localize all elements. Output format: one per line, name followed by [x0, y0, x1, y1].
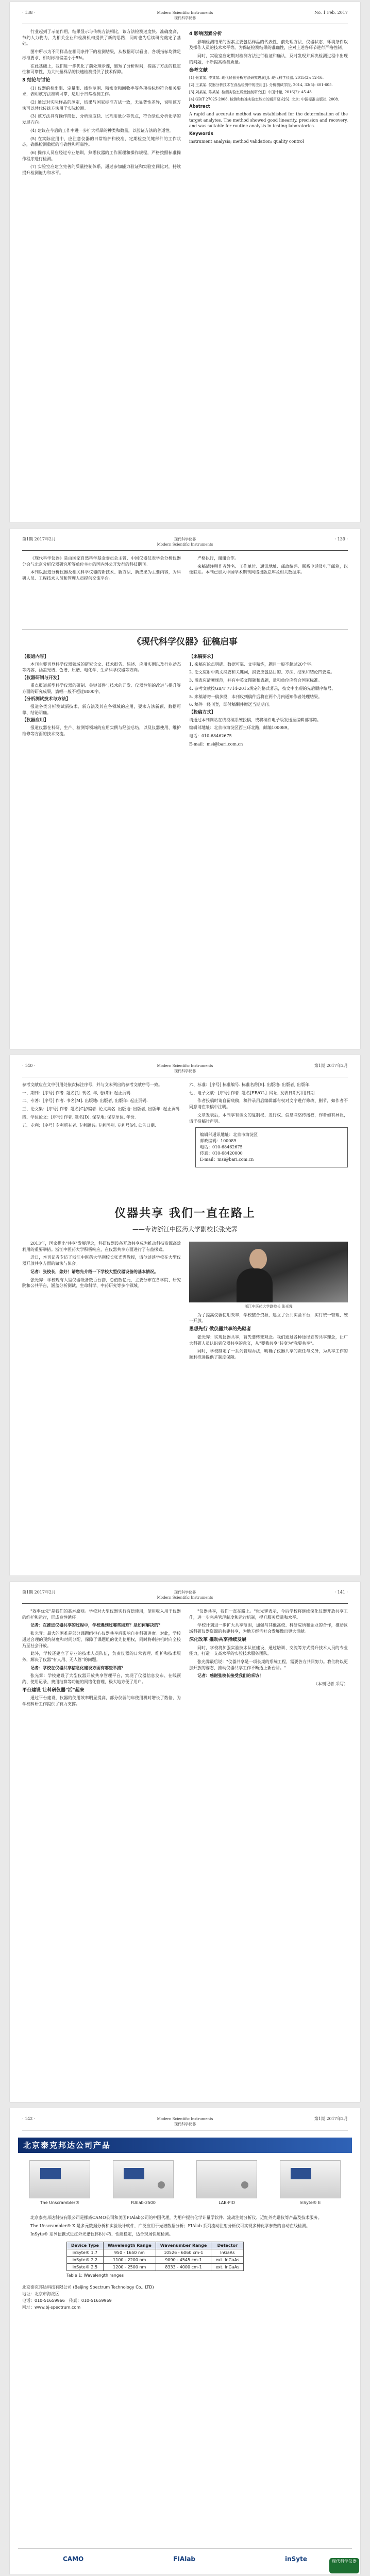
paragraph: 同时，实验室应定期对检测方法进行验证和确认，及时发现并解决检测过程中出现的问题，不断提高检测质量。: [189, 54, 348, 64]
paragraph: 北京泰克邦达科技有限公司是挪威CAMO公司和美国FIAlab公司的中国代理，为用户提供化学计量学软件、流动注射分析仪、近红外光谱仪等产品及技术服务。: [30, 2215, 322, 2220]
journal-watermark-logo: 现代科学仪器: [329, 2558, 359, 2573]
section-heading: 【分析测试技术与方法】: [22, 697, 71, 702]
paragraph: 5. 来稿请勿一稿多投，本刊收到稿件后将在两个月内通知作者处理结果。: [189, 694, 323, 699]
column-left: [22, 1082, 181, 1128]
byline: （本刊记者 采写）: [313, 1682, 348, 1687]
section-heading: 深化改革 推动共享持续发展: [189, 1637, 247, 1642]
column-header: Detector: [211, 2242, 244, 2249]
column-header: Wavelength Range: [103, 2242, 156, 2249]
paragraph: (4) 建议在今后的工作中进一步扩大样品的种类和数量，以验证方法的普适性。: [30, 128, 174, 133]
screen-shape: [291, 2168, 311, 2179]
table-cell: inSyte® 1.7: [67, 2249, 104, 2257]
journal-name-cn: 现代科学仪器: [174, 1069, 196, 1073]
column-left: [22, 1608, 181, 2094]
paragraph: 《现代科学仪器》是由国家自然科学基金委员会主管、中国仪器仪表学会分析仪器分会与北京分析仪器研究所等单位主办的国内外公开发行的科技期刊。: [22, 556, 181, 567]
section-heading: 【仪器研制与开发】: [22, 675, 62, 681]
paragraph: 四、学位论文：[序号] 作者. 题名[D]. 保存地: 保存单位, 年份.: [22, 1114, 136, 1120]
paragraph: (1) 仪器的检出限、定量限、线性范围、精密度和回收率等各项指标均符合相关要求，表明该方法准确可靠，适用于日常检测工作。: [22, 86, 181, 97]
section-heading: 【仪器应用】: [22, 718, 49, 723]
editorial-contact-box: [195, 1127, 348, 1167]
paragraph: (3) 该方法具有操作简便、分析速度快、试剂用量少等优点，符合绿色分析化学的发展方向。: [22, 114, 181, 125]
product-name: LAB-PID: [218, 2200, 235, 2205]
product-card: [280, 2160, 341, 2210]
table-row: [67, 2257, 244, 2264]
page-header: [22, 2114, 348, 2130]
product-image: [113, 2160, 174, 2198]
paragraph: 通过平台建设，仪器的使用效率明显提高，部分仪器的年使用机时增长了数倍，为学校科研工作提供了有力支撑。: [22, 1696, 181, 1707]
page-138: [10, 2, 360, 522]
table-cell: inSyte® 2.2: [67, 2257, 104, 2264]
portrait-head-shape: [249, 1249, 267, 1269]
paragraph: 报道各类分析测试新技术、新方法及其在各领域的应用，要求方法新颖、数据可靠、结论明确。: [22, 704, 181, 715]
column-right: [189, 1082, 348, 1123]
portrait-photo: [189, 1242, 348, 1302]
section-heading: 【来稿要求】: [189, 654, 216, 659]
page-header: [22, 8, 348, 24]
issue-info: 第1期 2017年2月: [314, 2116, 348, 2121]
logo-insyte: inSyte: [285, 2555, 307, 2563]
paragraph: 3. 图表应清晰规范，并有中英文图题和表题，量和单位应符合国家标准。: [189, 678, 323, 683]
paragraph: 近日，本刊记者专访了浙江中医药大学副校长张光霁教授，请他谈谈学校在大型仪器开放共享方面的做法与体会。: [22, 1255, 181, 1266]
interview-subtitle: ——专访浙江中医药大学副校长张光霁: [132, 1226, 238, 1233]
paragraph: 报道仪器在科研、生产、检测等领域的应用实例与经验总结，以及仪器使用、维护维修等方面的技术交流。: [22, 725, 181, 736]
page-header: [22, 1588, 348, 1604]
paragraph: 本刊主要刊登科学仪器领域的研究论文、技术报告、综述、应用实例以及行业动态等内容，涵盖光谱、色谱、质谱、电化学、生命科学仪器等方向。: [22, 662, 181, 673]
table-cell: ext. InGaAs: [211, 2264, 244, 2271]
product-image: [196, 2160, 257, 2198]
paragraph: 严格执行，谢谢合作。: [197, 556, 239, 561]
column-left: [22, 1241, 181, 1567]
page-number: · 138 ·: [22, 10, 36, 15]
column-left: [22, 555, 181, 626]
keywords-text: instrument analysis; method validation; quality control: [189, 139, 304, 144]
paragraph: 张光霁：实现仪器共享，首先要转变观念。我们通过各种途径宣传共享理念，让广大科研人员认识到仪器共享的意义，从"要我共享"转变为"我要共享"。: [189, 1334, 348, 1346]
logo-camo: CAMO: [63, 2555, 84, 2563]
contact-email: E-mail：msi@bari.com.cn: [189, 741, 243, 747]
paragraph: 同时，学校制定了一系列管理办法，明确了仪器共享的责任与义务，为共享工作的顺利推进提供了制度保障。: [189, 1349, 348, 1360]
column-left: [22, 29, 181, 514]
paragraph: 文章发表后，本刊享有该文的复制权、发行权、信息网络传播权，作者如有异议，请于投稿时声明。: [189, 1112, 348, 1124]
knob-shape: [158, 2181, 165, 2189]
notice-line: 编辑部通讯地址：北京市海淀区: [200, 1132, 258, 1137]
table-cell: 9090 - 4545 cm-1: [156, 2257, 211, 2264]
paragraph: 本刊以报道分析仪器及相关科学仪器的新技术、新方法、新成果为主要内容，为科研人员、工程技术人员和管理人员提供交流平台。: [22, 570, 181, 581]
issue-info: 第1期 2017年2月: [314, 1063, 348, 1068]
paragraph: 张光霁：学校建设了大型仪器开放共享管理平台，实现了仪器信息发布、在线预约、使用记录、费用结算等功能的网络化管理，极大地方便了用户。: [22, 1673, 181, 1685]
paragraph: 4. 参考文献按GB/T 7714-2015规定的格式著录，按文中出现的先后顺序编号。: [189, 686, 336, 691]
paragraph: 请通过本刊网站在线投稿系统投稿，或将稿件电子版发送至编辑部邮箱。: [189, 717, 321, 722]
paragraph: 张光霁最后说："仪器共享是一项长期的系统工程，需要各方共同努力。我们将以更加开放的姿态，推动仪器共享工作不断迈上新台阶。": [189, 1659, 348, 1670]
paragraph: 作者投稿时请自留底稿，稿件录用后编辑部有权对文字进行修改、删节，如作者不同意请在来稿中注明。: [189, 1098, 348, 1110]
paragraph: 为了提高仪器使用效率，学校整合资源，建立了公共实验平台，实行统一管理、统一开放。: [189, 1312, 348, 1324]
company-website: 网址：www.bj-spectrum.com: [22, 2305, 81, 2310]
paragraph: 七、电子文献：[序号] 作者. 题名[EB/OL]. 网址, 发表日期/引用日期.: [189, 1090, 316, 1095]
column-header: Wavenumber Range: [156, 2242, 211, 2249]
column-left: [22, 652, 181, 1041]
paragraph: 1. 来稿应论点明确、数据可靠、文字精炼，题目一般不超过20个字。: [189, 662, 315, 667]
page-number: · 141 ·: [334, 1590, 348, 1595]
ad-description: [22, 2215, 348, 2238]
abstract-text: A rapid and accurate method was established for the determination of the target analytes. The method showed good linearity, precision and recovery, and was suitable for routine analysis in testing laboratories.: [189, 111, 348, 129]
column-right: [189, 1241, 348, 1567]
photo-caption: 浙江中医药大学副校长 张光霁: [244, 1304, 293, 1309]
page-header: [22, 1061, 348, 1077]
company-phone: 电话：010-51659966 传真：010-51659969: [22, 2298, 112, 2303]
paragraph: 重点报道新型科学仪器的研制、关键部件与技术的开发、仪器性能的改进与提升等方面的研究成果，篇幅一般不超过8000字。: [22, 683, 181, 694]
paragraph: 图中所示为不同样品在相同条件下的检测结果，从数据可以看出，各项指标均满足标准要求，相对标准偏差小于5%。: [22, 49, 181, 60]
question: 记者：张校长，您好！请您先介绍一下学校大型仪器设备的基本情况。: [30, 1268, 158, 1274]
product-image: [280, 2160, 341, 2198]
paragraph: 2. 论文应附中英文摘要和关键词，摘要应包括目的、方法、结果和结论四要素。: [189, 670, 335, 675]
paragraph: 此外，学校还建立了专业的技术人员队伍，负责仪器的日常管理、维护和技术服务，解决了仪器"有人用、无人管"的问题。: [22, 1651, 181, 1662]
paragraph: 五、专利：[序号] 专利所有者. 专利题名: 专利国别, 专利号[P]. 公告日期.: [22, 1123, 156, 1128]
page-number: · 140 ·: [22, 1063, 36, 1068]
article-title: 《现代科学仪器》征稿启事: [132, 637, 238, 647]
notice-line: 传真：010-68420000: [200, 1151, 243, 1156]
page-141: [10, 1582, 360, 2102]
question: 记者：在推进仪器共享的过程中，学校遇到过哪些困难？是如何解决的？: [30, 1622, 162, 1628]
column-right: [189, 1608, 348, 2094]
company-address: 地址：北京市海淀区: [22, 2292, 59, 2296]
screen-shape: [124, 2168, 144, 2179]
paragraph: (5) 在实际应用中，应注意仪器的日常维护和校准，定期检查关键部件的工作状态，确保检测数据的准确性和可靠性。: [22, 136, 181, 147]
journal-name-cn: 现代科学仪器: [174, 1590, 196, 1595]
table-header-row: [67, 2242, 244, 2249]
ad-banner-title: 北京泰克邦达公司产品: [18, 2138, 352, 2153]
paragraph: 编辑部地址：北京市海淀区西三环北路，邮编100089。: [189, 725, 292, 731]
product-card: [196, 2160, 257, 2210]
wavelength-table: [66, 2242, 244, 2271]
paragraph: (2) 通过对实际样品的测定，结果与国家标准方法一致，无显著性差异，说明该方法可以替代传统方法用于实际检测。: [22, 100, 181, 111]
table-caption: Table 1: Wavelength ranges: [66, 2273, 124, 2278]
keywords-label: Keywords: [189, 131, 213, 137]
paragraph: (6) 操作人员应经过专业培训，熟悉仪器的工作原理和操作规程，严格按照标准操作程序进行检测。: [22, 150, 181, 161]
journal-name-en: Modern Scientific Instruments: [157, 2117, 213, 2121]
knob-shape: [241, 2181, 248, 2189]
paragraph: 2013年，国家提出"共享"发展理念，科研仪器设备开放共享成为推动科技资源高效利用的重要举措。浙江中医药大学积极响应，在仪器共享方面进行了有益探索。: [22, 1241, 181, 1252]
section-heading: 3 结论与讨论: [22, 77, 51, 83]
table-row: [67, 2264, 244, 2271]
reference-item: [4] GB/T 27025-2008. 检测和校准实验室能力的通用要求[S]. 北京: 中国标准出版社, 2008.: [189, 97, 339, 102]
page-140: [10, 1055, 360, 1575]
section-heading: 4 影响因素分析: [189, 31, 222, 37]
portrait-body-shape: [237, 1268, 273, 1302]
journal-name-cn: 现代科学仪器: [174, 2122, 196, 2126]
paragraph: 行业起到了示范作用，结果显示与传统方法相比，该方法检测速度快、准确度高，节约人力物力，为相关企业和检测机构提供了新的思路，同时也为后续研究奠定了基础。: [22, 29, 181, 46]
issue-info: 第1期 2017年2月: [22, 1590, 56, 1595]
paragraph: 影响检测结果的因素主要包括样品的代表性、前处理方法、仪器状态、环境条件以及操作人员的技术水平等。为保证检测结果的准确性，应对上述各环节进行严格控制。: [189, 39, 348, 50]
logo-fialab: FIAlab: [173, 2555, 195, 2563]
notice-line: 电话：010-68462675: [200, 1145, 243, 1149]
brand-logo-row: [18, 2548, 352, 2569]
paragraph: 来稿请注明作者姓名、工作单位、通讯地址、邮政编码、联系电话及电子邮箱，以便联系。本刊已加入中国学术期刊网络出版总库及相关数据库。: [189, 564, 348, 575]
table-cell: 8333 - 4000 cm-1: [156, 2264, 211, 2271]
references-heading: 参考文献: [189, 67, 208, 73]
paragraph: 张光霁：最大的困难是部分课题组担心仪器共享后影响自身科研进度。对此，学校通过合理的预约制度和时间分配，保障了课题组的优先使用权，同时将剩余机时向全校乃至社会开放。: [22, 1631, 181, 1648]
journal-name-en: Modern Scientific Instruments: [157, 1596, 213, 1600]
paragraph: InSyte® 系列便携式近红外光谱仪体积小巧、性能稳定，适合现场快速检测。: [30, 2232, 173, 2236]
paragraph: The Unscrambler® X 是多元数据分析和实验设计软件，广泛应用于光谱数据分析；FIAlab 系列流动注射分析仪可实现多种化学参数的自动在线检测。: [30, 2224, 310, 2228]
product-image: [29, 2160, 90, 2198]
paragraph: 二、专著：[序号] 作者. 书名[M]. 出版地: 出版者, 出版年: 起止页码.: [22, 1098, 148, 1104]
interview-title-block: [22, 1205, 348, 1233]
table-cell: 950 - 1650 nm: [103, 2249, 156, 2257]
closing-question: 记者：感谢张校长接受我们的采访！: [197, 1673, 263, 1679]
column-left-lower: [22, 1127, 186, 1195]
section-heading: 平台建设 让科研仪器"活"起来: [22, 1687, 85, 1693]
paragraph: 参考文献应在文中引用处依次标注序号，并与文末列出的参考文献序号一致。: [22, 1082, 162, 1087]
interview-title: 仪器共享 我们一直在路上: [114, 1207, 256, 1220]
journal-name-cn: 现代科学仪器: [174, 16, 196, 20]
table-cell: inSyte® 2.5: [67, 2264, 104, 2271]
notice-line: E-mail：msi@bari.com.cn: [200, 1157, 254, 1162]
table-cell: 10526 - 6060 cm-1: [156, 2249, 211, 2257]
section-heading: 思想先行 做仪器共享的先驱者: [189, 1327, 251, 1332]
issue-info: 第1期 2017年2月: [22, 537, 56, 541]
table-cell: InGaAs: [211, 2249, 244, 2257]
table-cell: ext. InGaAs: [211, 2257, 244, 2264]
reference-item: [1] 张某某, 李某某. 现代仪器分析方法研究进展[J]. 现代科学仪器, 2015(3): 12-16.: [189, 76, 324, 80]
product-name: InSyte® E: [299, 2200, 321, 2205]
column-right: [189, 555, 348, 626]
issue-info: No. 1 Feb. 2017: [314, 10, 348, 15]
journal-name-en: Modern Scientific Instruments: [157, 11, 213, 15]
company-name: 北京泰克邦达科技有限公司 (Beijing Spectrum Technology Co., LTD): [22, 2285, 154, 2290]
section-heading: 【报道内容】: [22, 654, 49, 659]
journal-name-en: Modern Scientific Instruments: [157, 1064, 213, 1068]
column-right: [189, 652, 348, 1041]
abstract-label: Abstract: [189, 104, 210, 110]
table-cell: 1100 - 2200 nm: [103, 2257, 156, 2264]
paragraph: "仪器共享，我们一直在路上。"张光霁表示，今后学校将继续深化仪器开放共享工作，进一步完善管理制度和运行机制，提升服务质量和水平。: [189, 1609, 348, 1620]
question: 记者：学校在仪器共享信息化建设方面有哪些举措？: [30, 1665, 125, 1670]
paragraph: 6. 稿件一经刊登，即付稿酬并赠送当期期刊。: [189, 702, 273, 707]
contact-phone: 电话：010-68462675: [189, 734, 232, 739]
paragraph: 在此基础上，我们进一步优化了前处理步骤，缩短了分析时间，提高了方法的稳定性和可靠性，为大批量样品的快速检测提供了技术保障。: [22, 63, 181, 75]
journal-name-cn: 现代科学仪器: [174, 537, 196, 541]
section-heading: 【投稿方式】: [189, 709, 216, 715]
product-card: [29, 2160, 90, 2210]
column-header: Device Type: [67, 2242, 104, 2249]
paragraph: 同时，学校将加强实验技术队伍建设，通过培训、交流等方式提升技术人员的专业能力，打造一支高水平的实验技术服务团队。: [189, 1645, 348, 1656]
table-cell: 1200 - 2500 nm: [103, 2264, 156, 2271]
paragraph: 六、标准：[序号] 标准编号. 标准名称[S]. 出版地: 出版者, 出版年.: [189, 1082, 311, 1087]
page-number: · 142 ·: [22, 2116, 36, 2121]
journal-name-en: Modern Scientific Instruments: [157, 543, 213, 547]
paragraph: 学校计划进一步扩大共享范围，加强与其他高校、科研院所和企业的合作，推动区域科研仪器资源的共建共享，为地方经济社会发展做出更大贡献。: [189, 1623, 348, 1634]
product-name: The Unscrambler®: [40, 2200, 80, 2205]
paragraph: 一、期刊：[序号] 作者. 题名[J]. 刊名, 年, 卷(期): 起止页码.: [22, 1090, 132, 1095]
reference-item: [2] 王某某. 仪器分析技术在食品检测中的应用[J]. 分析测试学报, 2014, 33(5): 601-605.: [189, 83, 333, 88]
column-right: [189, 29, 348, 514]
paragraph: (7) 实验室应建立完善的质量控制体系，通过参加能力验证和实验室间比对，持续提升检测能力和水平。: [22, 164, 181, 176]
paragraph: "效率优先"是我们的基本原则。学校对大型仪器实行有偿使用，使用收入用于仪器的维护和运行，形成良性循环。: [22, 1609, 181, 1620]
screen-shape: [40, 2168, 61, 2179]
paragraph: 三、论文集：[序号] 作者. 题名[C]//编者. 论文集名. 出版地: 出版者, 出版年: 起止页码.: [22, 1107, 181, 1112]
page-139: [10, 529, 360, 1049]
product-name: FIAlab-2500: [131, 2200, 156, 2205]
page-142-advertisement: [10, 2108, 360, 2574]
notice-line: 邮政编码：100089: [200, 1139, 237, 1143]
product-row: [18, 2160, 352, 2210]
page-number: · 139 ·: [334, 537, 348, 541]
table-row: [67, 2249, 244, 2257]
reference-item: [3] 刘某某, 陈某某. 检测实验室质量控制研究[J]. 中国计量, 2016(2): 45-48.: [189, 90, 313, 95]
company-contact: [22, 2284, 348, 2311]
product-card: [113, 2160, 174, 2210]
paragraph: 张光霁：学校现有大型仪器设备数百台套，总值数亿元，主要分布在各学院、研究院和公共平台，涵盖分析测试、生命科学、中药研究等多个领域。: [22, 1277, 181, 1289]
page-header: [22, 535, 348, 551]
